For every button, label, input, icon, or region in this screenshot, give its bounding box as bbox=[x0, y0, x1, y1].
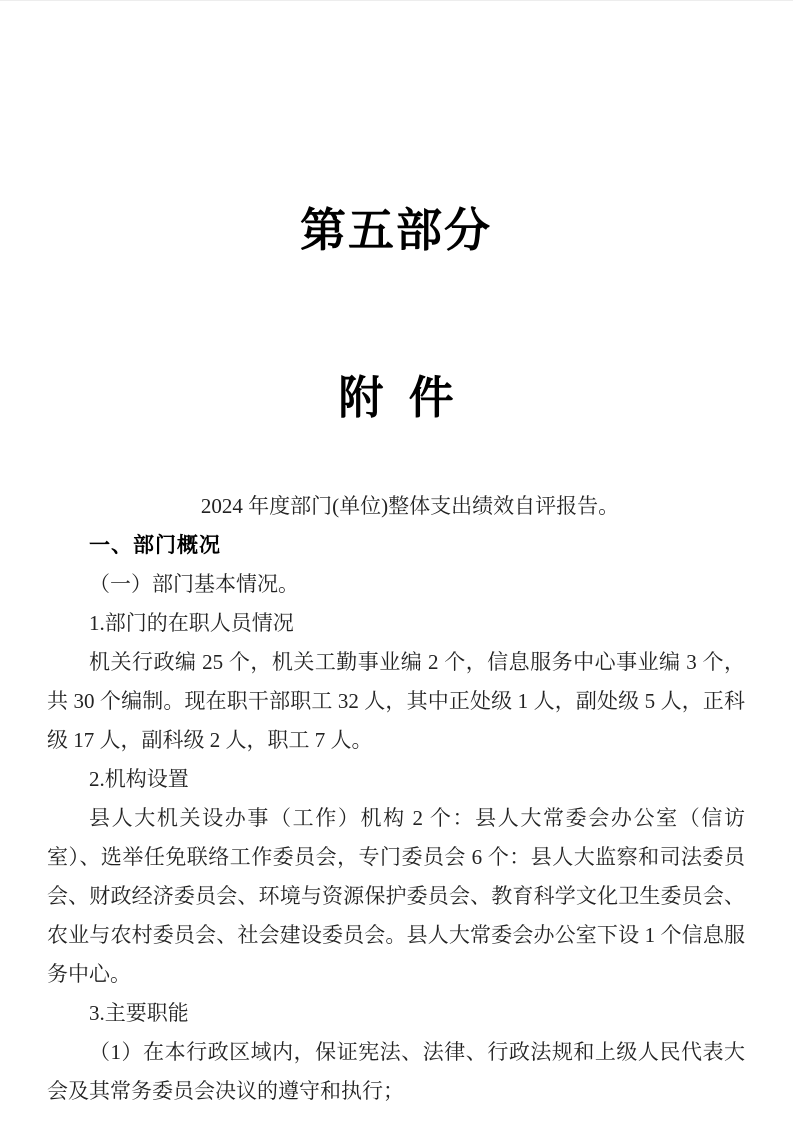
paragraph-function-1: （1）在本行政区域内，保证宪法、法律、行政法规和上级人民代表大会及其常务委员会决议的遵守和执行； bbox=[47, 1040, 745, 1103]
paragraph-staffing-detail: 机关行政编 25 个，机关工勤事业编 2 个，信息服务中心事业编 3 个，共 30 个编制。现在职干部职工 32 人，其中正处级 1 人，副处级 5 人，正科级 17 人，副科级 2 人，职工 7 人。 bbox=[47, 650, 745, 752]
report-body bbox=[47, 487, 745, 1111]
attachment-title: 附 件 bbox=[338, 373, 454, 423]
subheading-main-functions: 3.主要职能 bbox=[89, 1001, 189, 1025]
paragraph-organization-detail: 县人大机关设办事（工作）机构 2 个：县人大常委会办公室（信访室）、选举任免联络工作委员会，专门委员会 6 个：县人大监察和司法委员会、财政经济委员会、环境与资源保护委员会、教育科学文化卫生委员会、农业与农村委员会、社会建设委员会。县人大常委会办公室下设 1 个信息服务中心。 bbox=[47, 806, 745, 986]
section-heading-department-overview: 一、部门概况 bbox=[89, 534, 221, 557]
report-title: 2024 年度部门(单位)整体支出绩效自评报告。 bbox=[200, 494, 620, 518]
subheading-staffing: 1.部门的在职人员情况 bbox=[89, 611, 294, 635]
part-title: 第五部分 bbox=[300, 205, 492, 256]
subheading-basic-situation: （一）部门基本情况。 bbox=[89, 572, 299, 596]
subheading-organization-setup: 2.机构设置 bbox=[89, 767, 189, 791]
